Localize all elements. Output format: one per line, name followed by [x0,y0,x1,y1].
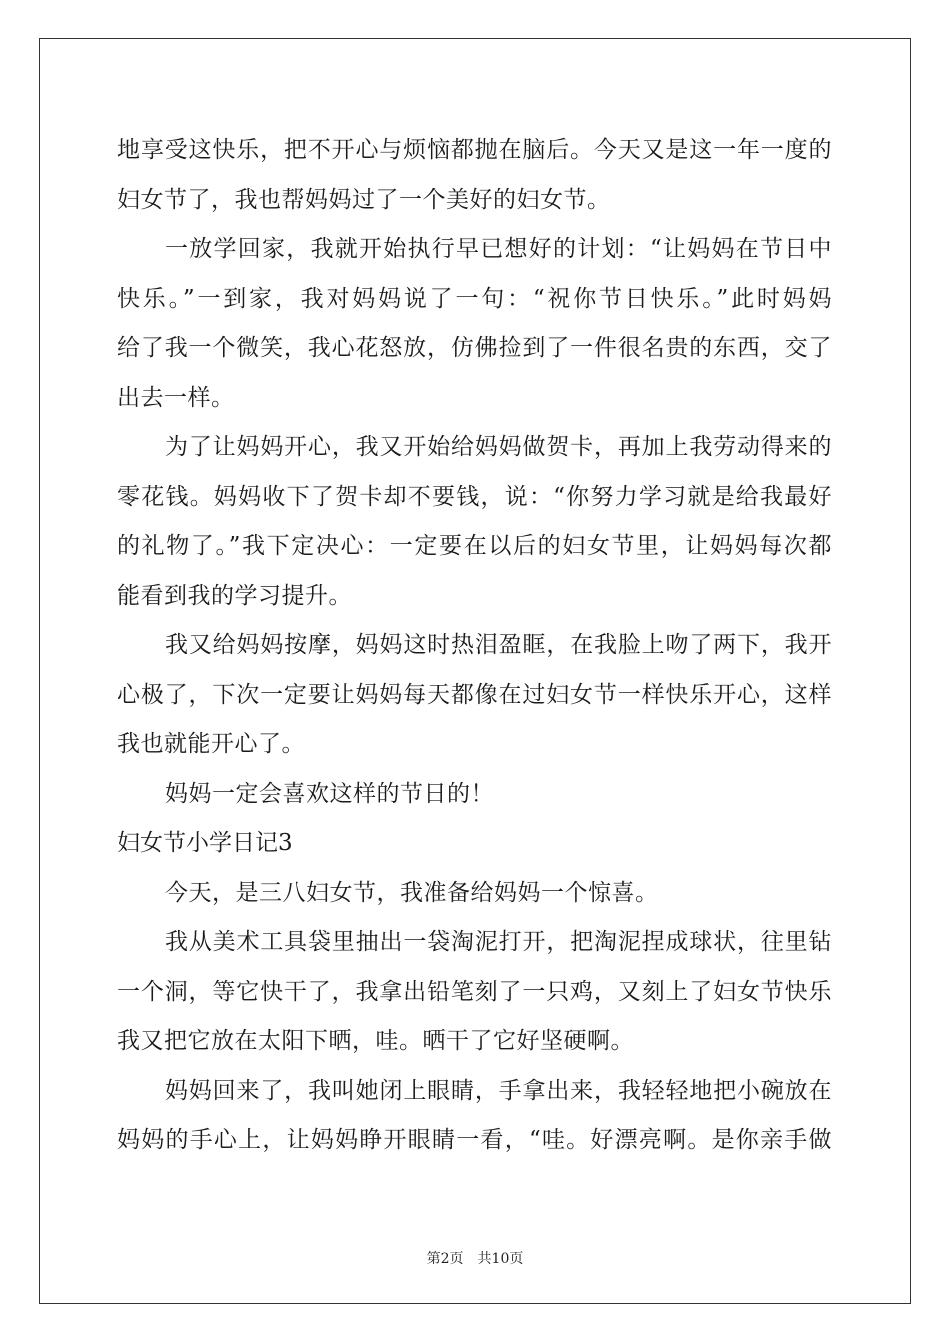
text-line: 一个洞，等它快干了，我拿出铅笔刻了一只鸡，又刻上了妇女节快乐 [117,978,832,1005]
page-total: 共10页 [477,1251,524,1267]
text-line: 妈妈回来了，我叫她闭上眼睛，手拿出来，我轻轻地把小碗放在 [165,1077,832,1104]
text-line: 快乐。”一到家，我对妈妈说了一句：“祝你节日快乐。”此时妈妈 [117,285,832,312]
text-line: 我从美术工具袋里抽出一袋淘泥打开，把淘泥捏成球状，往里钻 [165,929,832,955]
text-line: 我又给妈妈按摩，妈妈这时热泪盈眶，在我脸上吻了两下，我开 [165,632,832,658]
page-number: 第2页 [426,1251,464,1267]
text-line: 今天，是三八妇女节，我准备给妈妈一个惊喜。 [165,879,659,906]
text-line: 能看到我的学习提升。 [117,582,352,609]
text-line: 零花钱。妈妈收下了贺卡却不要钱，说：“你努力学习就是给我最好 [117,483,832,510]
document-body [117,126,832,1166]
text-line: 一放学回家，我就开始执行早已想好的计划：“让妈妈在节日中 [165,236,832,262]
text-line: 为了让妈妈开心，我又开始给妈妈做贺卡，再加上我劳动得来的 [165,434,832,460]
text-line: 地享受这快乐，把不开心与烦恼都抛在脑后。今天又是这一年一度的 [117,137,832,163]
section-heading: 妇女节小学日记3 [117,830,293,856]
text-line: 出去一样。 [117,384,235,411]
text-line: 给了我一个微笑，我心花怒放，仿佛捡到了一件很名贵的东西，交了 [117,335,832,361]
text-line: 妇女节了，我也帮妈妈过了一个美好的妇女节。 [117,186,611,213]
text-line: 心极了，下次一定要让妈妈每天都像在过妇女节一样快乐开心，这样 [117,681,832,708]
text-line: 我又把它放在太阳下晒，哇。晒干了它好坚硬啊。 [117,1028,634,1054]
text-line: 我也就能开心了。 [117,731,305,757]
text-line: 妈妈一定会喜欢这样的节日的！ [165,780,494,807]
text-line: 的礼物了。”我下定决心：一定要在以后的妇女节里，让妈妈每次都 [117,533,832,559]
text-line: 妈妈的手心上，让妈妈睁开眼睛一看，“哇。好漂亮啊。是你亲手做 [117,1127,832,1153]
page-footer [0,1248,950,1268]
